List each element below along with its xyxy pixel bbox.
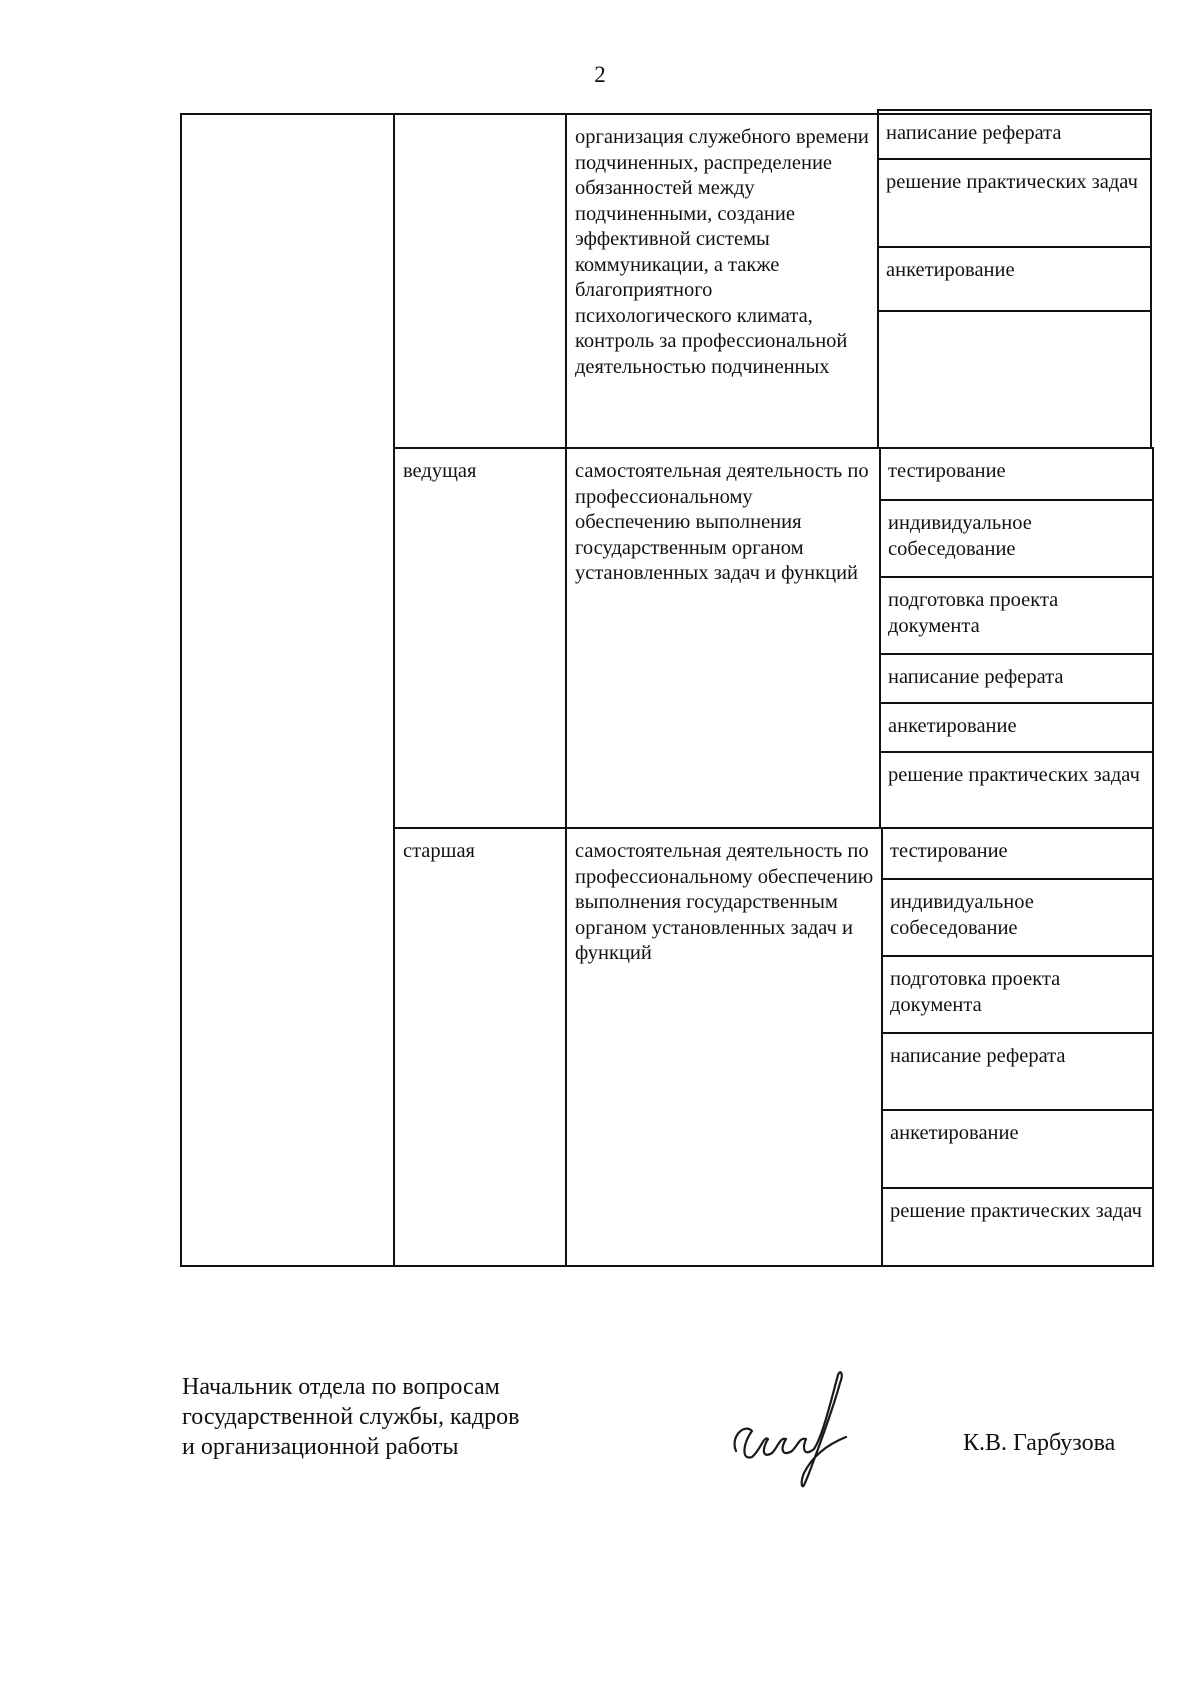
method-cell: анкетирование <box>890 1122 1019 1144</box>
signatory-position <box>182 1372 519 1462</box>
signature <box>722 1365 862 1490</box>
description-cell: самостоятельная деятельность по профессиональному обеспечению выполнения государственным органом установленных задач и функций <box>575 460 869 584</box>
signatory-position-line: и организационной работы <box>182 1434 459 1460</box>
method-cell: подготовка проекта документа <box>888 589 1059 637</box>
method-cell: анкетирование <box>886 259 1015 281</box>
method-cell: написание реферата <box>886 122 1062 144</box>
method-cell: решение практических задач <box>890 1200 1142 1222</box>
level-cell: старшая <box>403 840 475 862</box>
signatory-name: К.В. Гарбузова <box>963 1430 1116 1456</box>
method-cell: написание реферата <box>888 666 1064 688</box>
method-cell: написание реферата <box>890 1045 1066 1067</box>
method-cell: решение практических задач <box>888 764 1140 786</box>
method-cell: тестирование <box>888 460 1006 482</box>
table-border-left <box>180 113 182 1267</box>
method-cell: подготовка проекта документа <box>890 968 1061 1016</box>
method-cell: решение практических задач <box>886 171 1138 193</box>
level-cell: ведущая <box>403 460 477 482</box>
method-cell: анкетирование <box>888 715 1017 737</box>
method-cell: индивидуальное собеседование <box>890 891 1034 939</box>
page-number: 2 <box>594 62 606 87</box>
method-cell <box>879 312 1150 322</box>
description-cell: организация служебного времени подчиненных, распределение обязанностей между подчиненными, создание эффективной системы коммуникации, а также благоприятного психологического климата, контроль за профессиональной деятельностью подчиненных <box>575 126 869 378</box>
method-cell: индивидуальное собеседование <box>888 512 1032 560</box>
level-cell <box>395 115 565 125</box>
description-cell: самостоятельная деятельность по профессиональному обеспечению выполнения государственным органом установленных задач и функций <box>575 840 874 964</box>
method-cell: тестирование <box>890 840 1008 862</box>
column-divider-level <box>393 113 395 1267</box>
table-border-right <box>1152 447 1154 1267</box>
table-border-bottom <box>180 1265 1154 1267</box>
signatory-position-line: государственной службы, кадров <box>182 1404 520 1430</box>
signatory-position-line: Начальник отдела по вопросам <box>182 1374 500 1400</box>
